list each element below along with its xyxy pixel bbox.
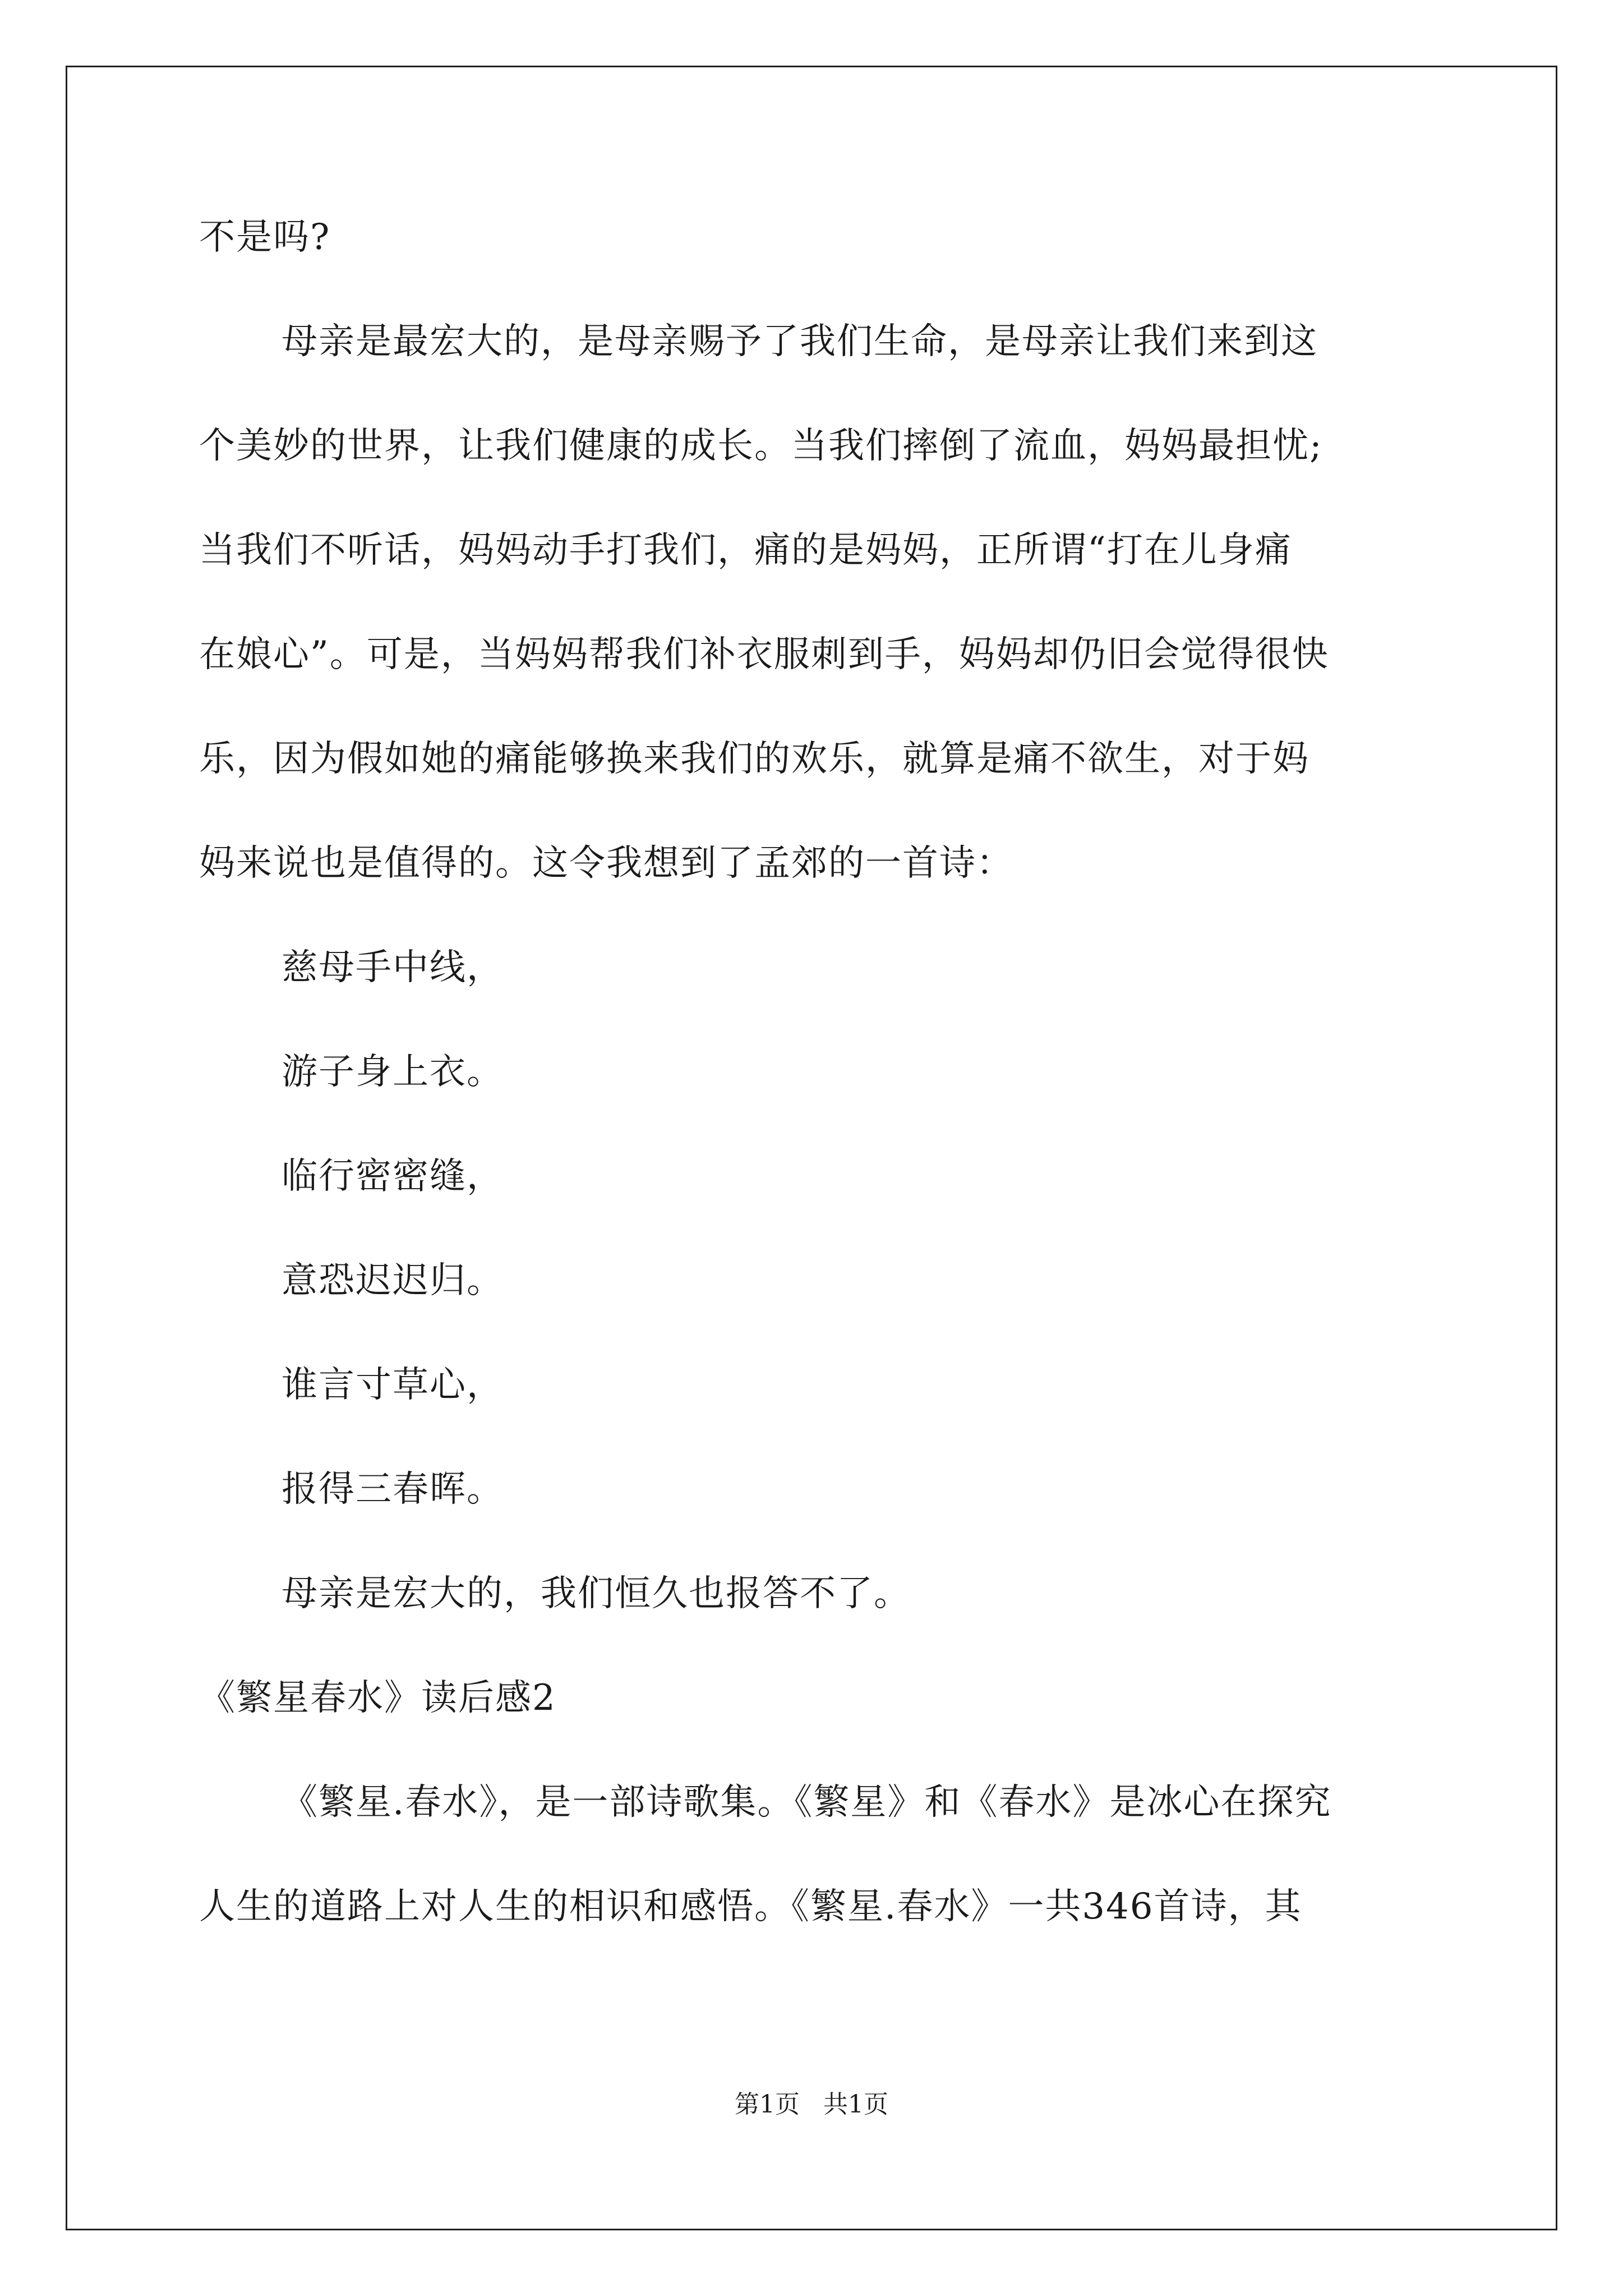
page-footer: 第1页 共1页	[735, 2090, 888, 2119]
poem-line: 意恐迟迟归。	[282, 1260, 504, 1301]
poem-line: 报得三春晖。	[282, 1469, 504, 1510]
poem-line: 临行密密缝，	[282, 1156, 504, 1197]
text-line: 在娘心”。可是，当妈妈帮我们补衣服刺到手，妈妈却仍旧会觉得很快	[199, 634, 1329, 675]
text-line: 不是吗?	[199, 217, 331, 258]
text-line: 乐，因为假如她的痛能够换来我们的欢乐，就算是痛不欲生，对于妈	[199, 738, 1310, 780]
section-heading: 《繁星春水》读后感2	[199, 1677, 556, 1719]
text-line: 当我们不听话，妈妈动手打我们，痛的是妈妈，正所谓“打在儿身痛	[199, 530, 1292, 571]
text-line: 母亲是宏大的，我们恒久也报答不了。	[282, 1573, 911, 1614]
text-line: 个美妙的世界，让我们健康的成长。当我们摔倒了流血，妈妈最担忧;	[199, 425, 1323, 467]
text-line: 人生的道路上对人生的相识和感悟。《繁星.春水》一共346首诗，其	[199, 1886, 1302, 1927]
poem-line: 游子身上衣。	[282, 1051, 504, 1093]
poem-line: 慈母手中线，	[282, 947, 504, 988]
text-line: 《繁星.春水》，是一部诗歌集。《繁星》和《春水》是冰心在探究	[282, 1782, 1332, 1823]
text-line: 妈来说也是值得的。这令我想到了孟郊的一首诗：	[199, 843, 1013, 884]
document-body	[199, 185, 1430, 1959]
text-line: 母亲是最宏大的，是母亲赐予了我们生命，是母亲让我们来到这	[282, 321, 1318, 362]
poem-line: 谁言寸草心，	[282, 1364, 504, 1406]
